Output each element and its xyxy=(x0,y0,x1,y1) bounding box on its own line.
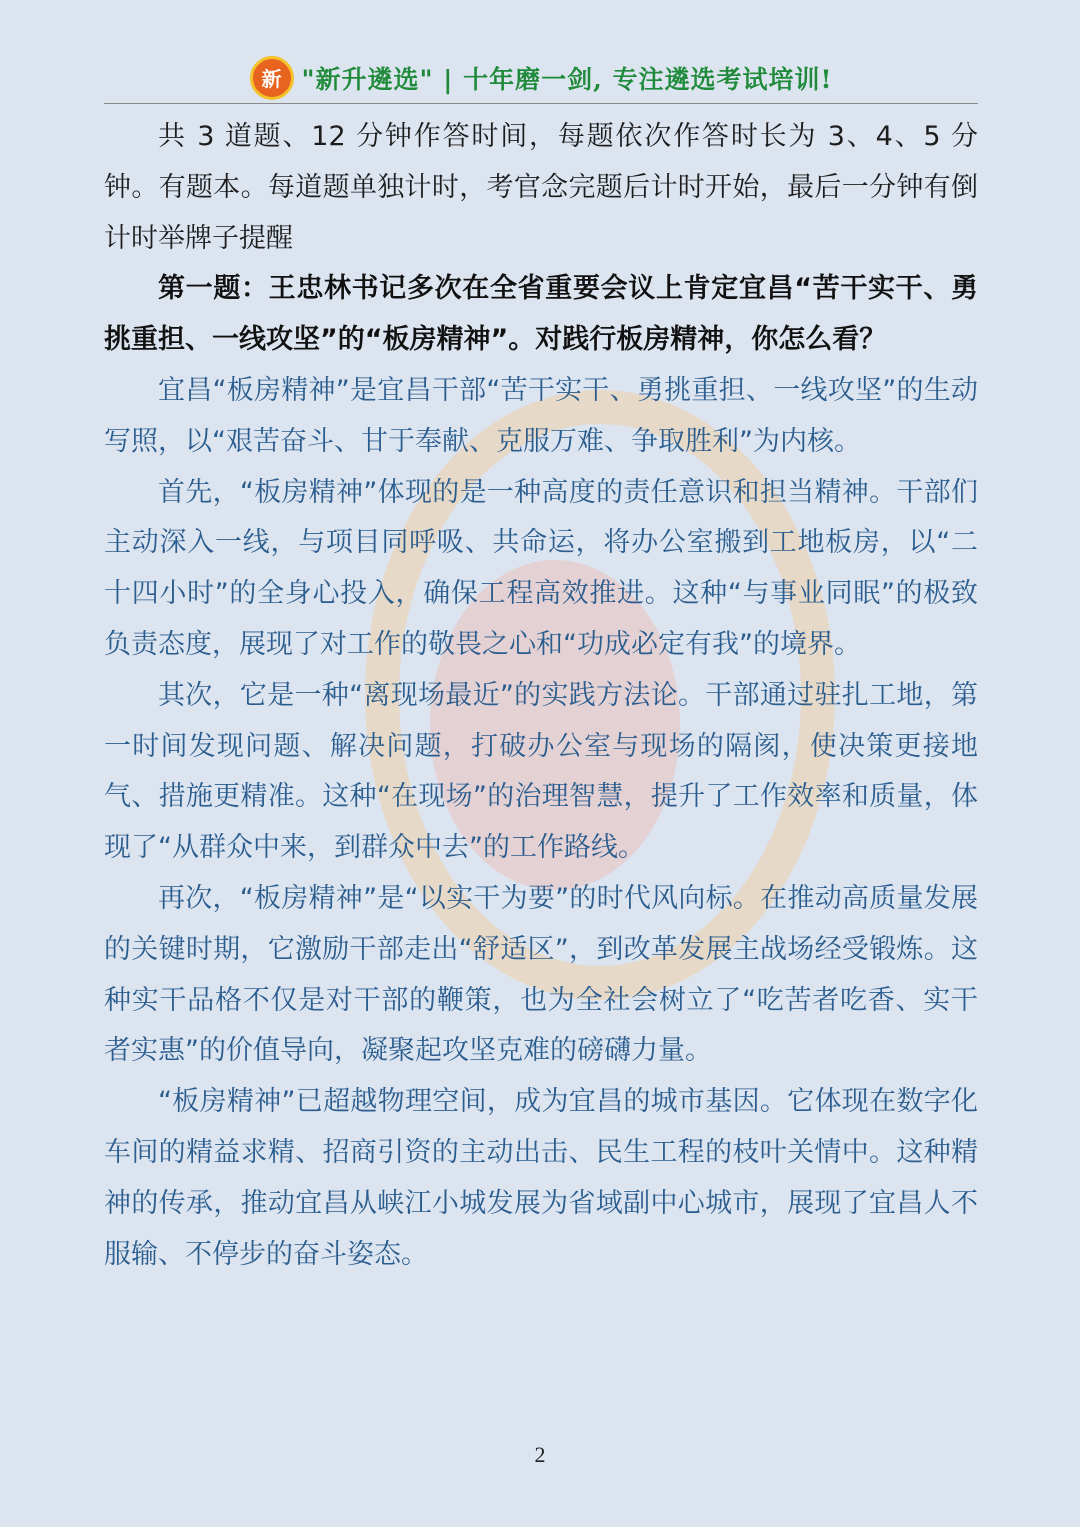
brand-logo-icon: 新 xyxy=(250,56,294,100)
header-slogan: "新升遴选" | 十年磨一剑, 专注遴选考试培训! xyxy=(301,64,833,94)
document-body xyxy=(104,112,978,1280)
exam-instructions: 共 3 道题、12 分钟作答时间，每题依次作答时长为 3、4、5 分钟。有题本。每道题单独计时，考官念完题后计时开始，最后一分钟有倒计时举牌子提醒 xyxy=(104,121,978,254)
question-1: 第一题：王忠林书记多次在全省重要会议上肯定宜昌“苦干实干、勇挑重担、一线攻坚”的“板房精神”。对践行板房精神，你怎么看？ xyxy=(104,273,978,356)
answer-paragraph: 宜昌“板房精神”是宜昌干部“苦干实干、勇挑重担、一线攻坚”的生动写照，以“艰苦奋斗、甘于奉献、克服万难、争取胜利”为内核。 xyxy=(104,374,978,457)
answer-paragraph: 再次，“板房精神”是“以实干为要”的时代风向标。在推动高质量发展的关键时期，它激励干部走出“舒适区”，到改革发展主战场经受锻炼。这种实干品格不仅是对干部的鞭策，也为全社会树立了“吃苦者吃香、实干者实惠”的价值导向，凝聚起攻坚克难的磅礴力量。 xyxy=(104,882,978,1067)
answer-paragraph: “板房精神”已超越物理空间，成为宜昌的城市基因。它体现在数字化车间的精益求精、招商引资的主动出击、民生工程的枝叶关情中。这种精神的传承，推动宜昌从峡江小城发展为省域副中心城市，展现了宜昌人不服输、不停步的奋斗姿态。 xyxy=(104,1086,978,1270)
answer-paragraph: 其次，它是一种“离现场最近”的实践方法论。干部通过驻扎工地，第一时间发现问题、解决问题，打破办公室与现场的隔阂，使决策更接地气、措施更精准。这种“在现场”的治理智慧，提升了工作效率和质量，体现了“从群众中来，到群众中去”的工作路线。 xyxy=(104,679,978,864)
page-header xyxy=(104,52,978,104)
answer-paragraph: 首先，“板房精神”体现的是一种高度的责任意识和担当精神。干部们主动深入一线，与项目同呼吸、共命运，将办公室搬到工地板房，以“二十四小时”的全身心投入，确保工程高效推进。这种“与事业同眠”的极致负责态度，展现了对工作的敬畏之心和“功成必定有我”的境界。 xyxy=(104,476,978,660)
page-number: 2 xyxy=(534,1442,546,1467)
